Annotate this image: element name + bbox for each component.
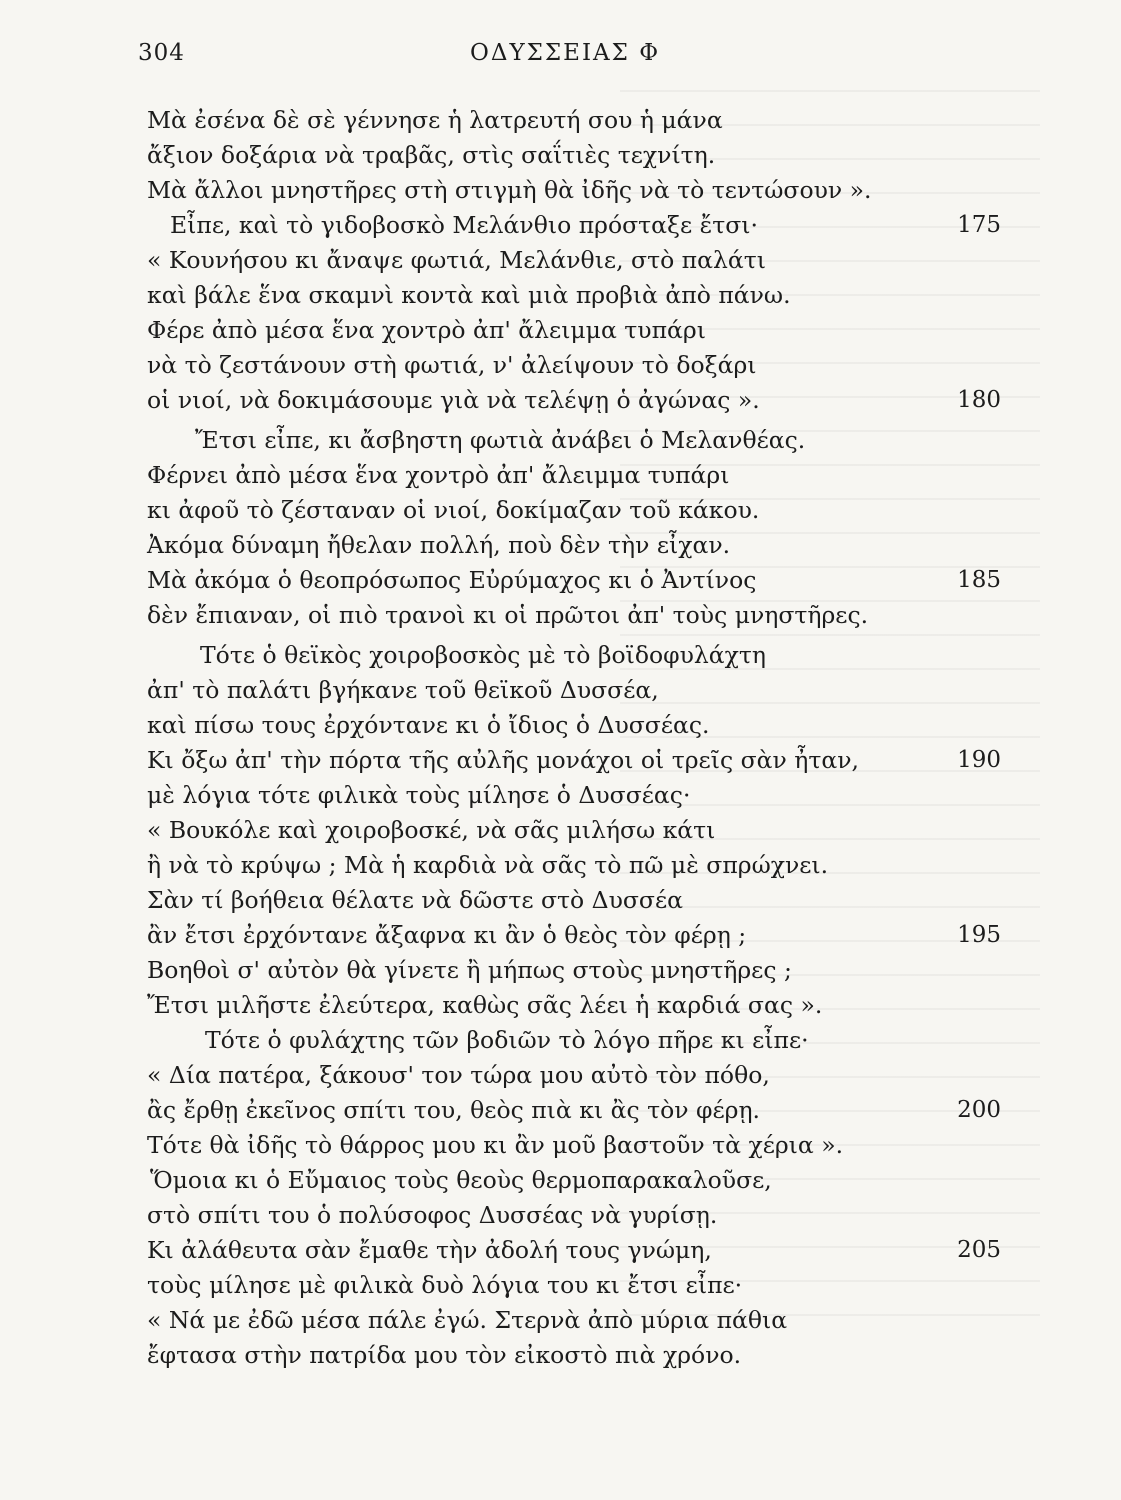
verse-line: Εἶπε, καὶ τὸ γιδοβοσκὸ Μελάνθιο πρόσταξε ἔτσι· [170, 211, 758, 239]
verse-line: τοὺς μίλησε μὲ φιλικὰ δυὸ λόγια του κι ἔτσι εἶπε· [147, 1271, 743, 1299]
verse-line: μὲ λόγια τότε φιλικὰ τοὺς μίλησε ὁ Δυσσέας· [147, 781, 691, 809]
verse-line: Φέρε ἀπὸ μέσα ἕνα χοντρὸ ἀπ' ἄλειμμα τυπάρι [147, 316, 706, 344]
verse-line: ἂς ἔρθῃ ἐκεῖνος σπίτι του, θεὸς πιὰ κι ἂς τὸν φέρῃ. [147, 1096, 761, 1124]
verse-line: οἱ νιοί, νὰ δοκιμάσουμε γιὰ νὰ τελέψῃ ὁ ἀγώνας ». [147, 386, 760, 414]
verse-line-number: 185 [957, 567, 1001, 593]
verse-line-number: 200 [957, 1097, 1001, 1123]
verse-line: ἀπ' τὸ παλάτι βγήκανε τοῦ θεϊκοῦ Δυσσέα, [147, 676, 659, 704]
verse-line: Ἔτσι εἶπε, κι ἄσβηστη φωτιὰ ἀνάβει ὁ Μελανθέας. [195, 426, 806, 454]
verse-line: Κι ἀλάθευτα σὰν ἔμαθε τὴν ἀδολή τους γνώμη, [147, 1236, 712, 1264]
verse-line: Σὰν τί βοήθεια θέλατε νὰ δῶστε στὸ Δυσσέα [147, 886, 684, 914]
verse-line: Τότε ὁ θεϊκὸς χοιροβοσκὸς μὲ τὸ βοϊδοφυλάχτη [200, 641, 766, 669]
verse-line: Βοηθοὶ σ' αὐτὸν θὰ γίνετε ἢ μήπως στοὺς μνηστῆρες ; [147, 956, 792, 984]
verse-line: Τότε ὁ φυλάχτης τῶν βοδιῶν τὸ λόγο πῆρε κι εἶπε· [205, 1026, 809, 1054]
verse-line: Ἔτσι μιλῆστε ἐλεύτερα, καθὼς σᾶς λέει ἡ καρδιά σας ». [147, 991, 823, 1019]
verse-line: Ὅμοια κι ὁ Εὔμαιος τοὺς θεοὺς θερμοπαρακαλοῦσε, [150, 1166, 772, 1194]
verse-line-number: 175 [957, 212, 1001, 238]
running-head-title: ΟΔΥΣΣΕΙΑΣ Φ [470, 40, 661, 66]
page-number: 304 [138, 40, 185, 66]
verse-line: « Νά με ἐδῶ μέσα πάλε ἐγώ. Στερνὰ ἀπὸ μύρια πάθια [147, 1306, 788, 1334]
verse-line: Μὰ ἄλλοι μνηστῆρες στὴ στιγμὴ θὰ ἰδῆς νὰ τὸ τεντώσουν ». [147, 176, 872, 204]
verse-line-number: 205 [957, 1237, 1001, 1263]
verse-line: Κι ὄξω ἀπ' τὴν πόρτα τῆς αὐλῆς μονάχοι οἱ τρεῖς σὰν ἦταν, [147, 746, 859, 774]
verse-line: δὲν ἔπιαναν, οἱ πιὸ τρανοὶ κι οἱ πρῶτοι ἀπ' τοὺς μνηστῆρες. [147, 601, 869, 629]
verse-line: ἂν ἔτσι ἐρχόντανε ἄξαφνα κι ἂν ὁ θεὸς τὸν φέρῃ ; [147, 921, 747, 949]
verse-line: Μὰ ἀκόμα ὁ θεοπρόσωπος Εὐρύμαχος κι ὁ Ἀντίνος [147, 566, 757, 594]
verse-line: « Βουκόλε καὶ χοιροβοσκέ, νὰ σᾶς μιλήσω κάτι [147, 816, 716, 844]
verse-line: « Δία πατέρα, ξάκουσ' τον τώρα μου αὐτὸ τὸν πόθο, [147, 1061, 770, 1089]
verse-line: καὶ πίσω τους ἐρχόντανε κι ὁ ἴδιος ὁ Δυσσέας. [147, 711, 710, 739]
verse-line-number: 180 [957, 387, 1001, 413]
verse-line: « Κουνήσου κι ἄναψε φωτιά, Μελάνθιε, στὸ παλάτι [147, 246, 766, 274]
verse-line: Μὰ ἐσένα δὲ σὲ γέννησε ἡ λατρευτή σου ἡ μάνα [147, 106, 723, 134]
verse-line: ἢ νὰ τὸ κρύψω ; Μὰ ἡ καρδιὰ νὰ σᾶς τὸ πῶ μὲ σπρώχνει. [147, 851, 829, 879]
verse-line: στὸ σπίτι του ὁ πολύσοφος Δυσσέας νὰ γυρίσῃ. [147, 1201, 718, 1229]
verse-line: κι ἀφοῦ τὸ ζέσταναν οἱ νιοί, δοκίμαζαν τοῦ κάκου. [147, 496, 760, 524]
verse-line-number: 195 [957, 922, 1001, 948]
verse-line-number: 190 [957, 747, 1001, 773]
verse-line: Ἀκόμα δύναμη ἤθελαν πολλή, ποὺ δὲν τὴν εἶχαν. [147, 531, 731, 559]
verse-line: καὶ βάλε ἕνα σκαμνὶ κοντὰ καὶ μιὰ προβιὰ ἀπὸ πάνω. [147, 281, 791, 309]
verse-line: νὰ τὸ ζεστάνουν στὴ φωτιά, ν' ἀλείψουν τὸ δοξάρι [147, 351, 757, 379]
verse-line: Τότε θὰ ἰδῆς τὸ θάρρος μου κι ἂν μοῦ βαστοῦν τὰ χέρια ». [147, 1131, 844, 1159]
verse-line: ἔφτασα στὴν πατρίδα μου τὸν εἰκοστὸ πιὰ χρόνο. [147, 1341, 742, 1369]
verse-line: Φέρνει ἀπὸ μέσα ἕνα χοντρὸ ἀπ' ἄλειμμα τυπάρι [147, 461, 730, 489]
verse-line: ἄξιον δοξάρια νὰ τραβᾶς, στὶς σαΐτιὲς τεχνίτη. [147, 141, 716, 169]
